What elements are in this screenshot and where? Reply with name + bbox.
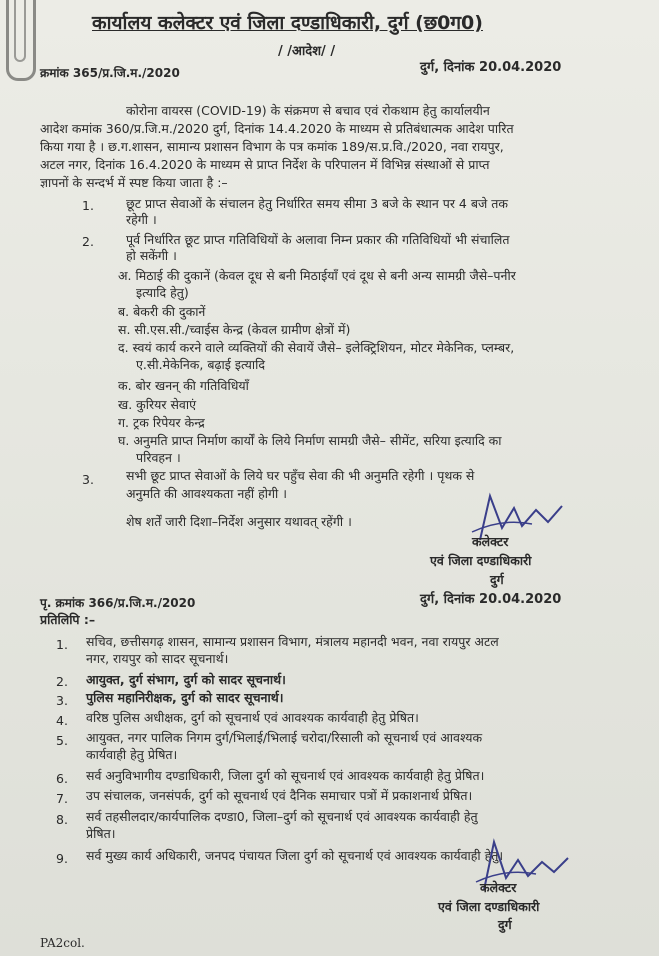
signatory-designation: कलेक्टर <box>472 534 509 549</box>
copy-number: 6. <box>56 771 68 786</box>
point-text: रहेगी । <box>126 212 157 227</box>
paper-clip <box>6 0 36 81</box>
remaining-conditions: शेष शर्तें जारी दिशा–निर्देश अनुसार यथावत् रहेंगी । <box>126 514 352 529</box>
intro-line: अटल नगर, दिनांक 16.4.2020 के माध्यम से प्राप्त निर्देश के परिपालन में विभिन्न संस्थाओं से प्राप्त <box>40 157 490 172</box>
copy-number: 7. <box>56 791 68 806</box>
subpoint-text: इत्यादि हेतु) <box>136 285 189 300</box>
copy-recipient: वरिष्ठ पुलिस अधीक्षक, दुर्ग को सूचनार्थ एवं आवश्यक कार्यवाही हेतु प्रेषित। <box>86 710 419 725</box>
copy-to-label: प्रतिलिपि :– <box>40 612 96 627</box>
point-number: 1. <box>82 198 94 213</box>
point-text: छूट प्राप्त सेवाओं के संचालन हेतु निर्धारित समय सीमा 3 बजे के स्थान पर 4 बजे तक <box>126 196 508 211</box>
signatory-designation: एवं जिला दण्डाधिकारी <box>438 899 540 914</box>
intro-line: किया गया है । छ.ग.शासन, सामान्य प्रशासन विभाग के पत्र कमांक 189/स.प्र.वि./2020, नवा रायपुर, <box>40 139 504 154</box>
order-ref-number: क्रमांक 365/प्र.जि.म./2020 <box>40 66 180 80</box>
endorsement-place-date: दुर्ग, दिनांक 20.04.2020 <box>420 592 562 607</box>
copy-recipient: सचिव, छत्तीसगढ़ शासन, सामान्य प्रशासन विभाग, मंत्रालय महानदी भवन, नवा रायपुर अटल <box>86 634 499 649</box>
copy-number: 9. <box>56 851 68 866</box>
copy-recipient: पुलिस महानिरीक्षक, दुर्ग को सादर सूचनार्थ। <box>86 690 284 705</box>
intro-line: ज्ञापनों के सन्दर्भ में स्पष्ट किया जाता है :– <box>40 175 228 190</box>
intro-line: कोरोना वायरस (COVID-19) के संक्रमण से बचाव एवं रोकथाम हेतु कार्यालयीन <box>126 103 490 118</box>
copy-number: 4. <box>56 713 68 728</box>
copy-number: 3. <box>56 693 68 708</box>
copy-recipient: सर्व मुख्य कार्य अधिकारी, जनपद पंचायत जिला दुर्ग को सूचनार्थ एवं आवश्यक कार्यवाही हेतु। <box>86 848 504 863</box>
copy-number: 5. <box>56 733 68 748</box>
copy-recipient: सर्व अनुविभागीय दण्डाधिकारी, जिला दुर्ग को सूचनार्थ एवं आवश्यक कार्यवाही हेतु प्रेषित। <box>86 768 485 783</box>
copy-recipient: प्रेषित। <box>86 826 116 841</box>
copy-recipient: कार्यवाही हेतु प्रेषित। <box>86 747 178 762</box>
signatory-place: दुर्ग <box>490 572 504 587</box>
copy-recipient: आयुक्त, नगर पालिक निगम दुर्ग/भिलाई/भिलाई चरोदा/रिसाली को सूचनार्थ एवं आवश्यक <box>86 730 483 745</box>
subpoint-text: क. बोर खनन् की गतिविधियाँ <box>118 378 249 393</box>
point-text: सभी छूट प्राप्त सेवाओं के लिये घर पहुँच सेवा की भी अनुमति रहेगी । पृथक से <box>126 468 475 483</box>
subpoint-text: स. सी.एस.सी./च्वाईस केन्द्र (केवल ग्रामीण क्षेत्रों में) <box>118 322 351 337</box>
copy-recipient: सर्व तहसीलदार/कार्यपालिक दण्डा0, जिला–दुर्ग को सूचनार्थ एवं आवश्यक कार्यवाही हेतु <box>86 809 478 824</box>
copy-recipient: उप संचालक, जनसंपर्क, दुर्ग को सूचनार्थ एवं दैनिक समाचार पत्रों में प्रकाशनार्थ प्रेषित। <box>86 788 473 803</box>
point-number: 3. <box>82 472 94 487</box>
office-title: कार्यालय कलेक्टर एवं जिला दण्डाधिकारी, दुर्ग (छ0ग0) <box>92 12 483 34</box>
copy-number: 1. <box>56 637 68 652</box>
point-text: पूर्व निर्धारित छूट प्राप्त गतिविधियों के अलावा निम्न प्रकार की गतिविधियों भी संचालित <box>126 232 510 247</box>
subpoint-text: घ. अनुमति प्राप्त निर्माण कार्यों के लिये निर्माण सामग्री जैसे– सीमेंट, सरिया इत्यादि का <box>118 433 502 448</box>
subpoint-text: अ. मिठाई की दुकानें (केवल दूध से बनी मिठाईयाँ एवं दूध से बनी अन्य सामग्री जैसे–पनीर <box>118 268 516 283</box>
signatory-designation: एवं जिला दण्डाधिकारी <box>430 553 532 568</box>
subpoint-text: ग. ट्रक रिपेयर केन्द्र <box>118 415 205 430</box>
copy-number: 8. <box>56 812 68 827</box>
intro-line: आदेश कमांक 360/प्र.जि.म./2020 दुर्ग, दिनांक 14.4.2020 के माध्यम से प्रतिबंधात्मक आदेश पारित <box>40 121 514 136</box>
subpoint-text: परिवहन । <box>136 450 181 465</box>
point-number: 2. <box>82 234 94 249</box>
endorsement-ref-number: पृ. क्रमांक 366/प्र.जि.म./2020 <box>40 596 196 610</box>
order-place-date: दुर्ग, दिनांक 20.04.2020 <box>420 60 562 75</box>
signatory-place: दुर्ग <box>498 917 512 932</box>
footer-code: PA2col. <box>40 936 85 950</box>
subpoint-text: ख. कुरियर सेवाएं <box>118 397 197 412</box>
signatory-designation: कलेक्टर <box>480 880 517 895</box>
order-label: / /आदेश/ / <box>278 44 336 59</box>
point-text: अनुमति की आवश्यकता नहीं होगी । <box>126 486 287 501</box>
copy-number: 2. <box>56 674 68 689</box>
subpoint-text: ए.सी.मेकेनिक, बढ़ाई इत्यादि <box>136 357 265 372</box>
copy-recipient: नगर, रायपुर को सादर सूचनार्थ। <box>86 651 229 666</box>
copy-recipient: आयुक्त, दुर्ग संभाग, दुर्ग को सादर सूचनार्थ। <box>86 672 286 687</box>
subpoint-text: द. स्वयं कार्य करने वाले व्यक्तियों की सेवायें जैसे– इलेक्ट्रिशियन, मोटर मेकेनिक, प्लम्बर, <box>118 340 515 355</box>
subpoint-text: ब. बेकरी की दुकानें <box>118 304 206 319</box>
point-text: हो सकेंगी । <box>126 248 177 263</box>
